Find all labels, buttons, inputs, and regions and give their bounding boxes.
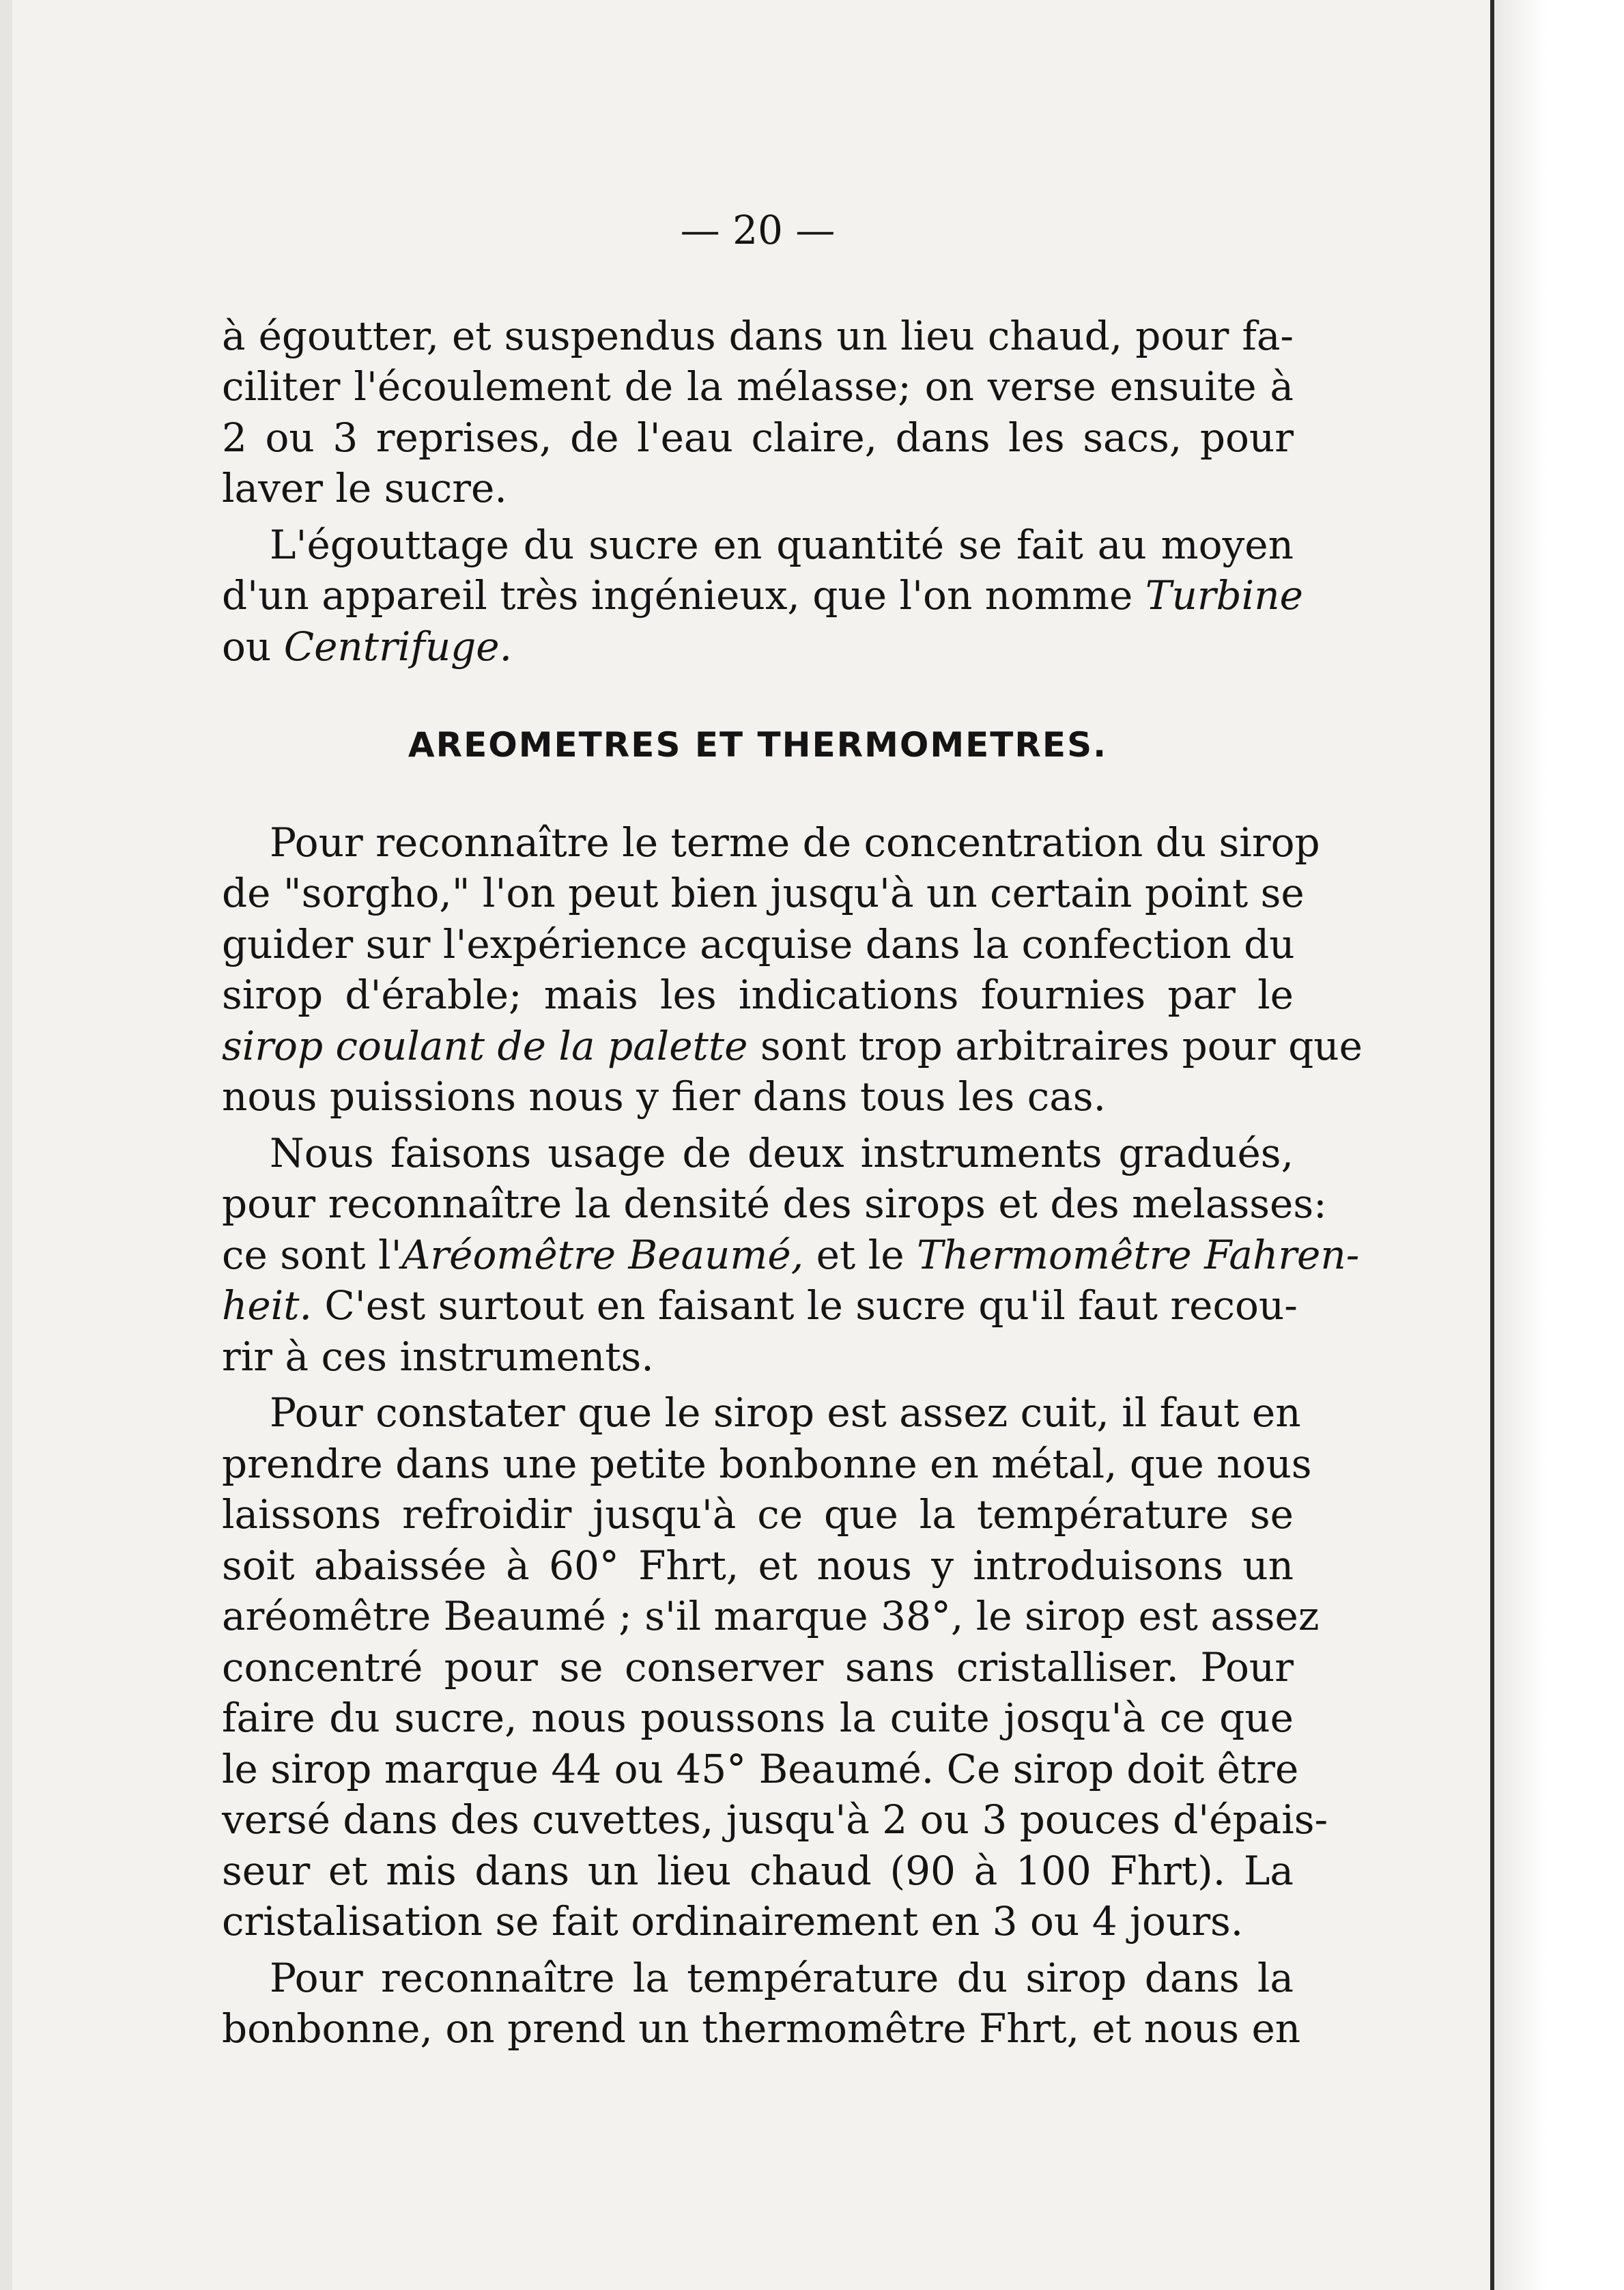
text-line: Pour constater que le sirop est assez cuit, il faut en: [270, 1389, 1301, 1436]
text-line: concentré pour se conserver sans cristalliser. Pour: [222, 1643, 1294, 1691]
text-line: laissons refroidir jusqu'à ce que la température se: [222, 1491, 1294, 1538]
text-line: aréomêtre Beaumé ; s'il marque 38°, le sirop est assez: [222, 1593, 1320, 1639]
text-segment: sont trop arbitraires pour que: [747, 1022, 1363, 1069]
text-line: nous puissions nous y fier dans tous les cas.: [222, 1073, 1107, 1120]
paragraph-4: [222, 1128, 1360, 1383]
text-line: [222, 1021, 1363, 1072]
text-line: bonbonne, on prend un thermomêtre Fhrt, et nous en: [222, 2005, 1301, 2052]
paragraph-2: [222, 520, 1303, 673]
text-line: [222, 621, 1294, 673]
page-text-block: [222, 205, 1363, 2060]
text-line: Pour reconnaître la température du sirop dans la: [270, 1954, 1294, 2001]
text-line: rir à ces instruments.: [222, 1333, 654, 1380]
italic-term-areometre: Aréomêtre Beaumé,: [401, 1231, 804, 1278]
text-segment: ou: [222, 623, 284, 670]
text-line: [222, 570, 1303, 621]
section-heading: AREOMETRES ET THERMOMETRES.: [408, 725, 1108, 765]
text-line: L'égouttage du sucre en quantité se fait au moyen: [270, 521, 1294, 568]
text-line: Pour reconnaître le terme de concentration du sirop: [270, 819, 1320, 866]
page-number: — 20 —: [680, 207, 836, 253]
text-line: prendre dans une petite bonbonne en métal, que nous: [222, 1440, 1312, 1487]
text-line: soit abaissée à 60° Fhrt, et nous y introduisons un: [222, 1542, 1294, 1589]
text-line: le sirop marque 44 ou 45° Beaumé. Ce sirop doit être: [222, 1745, 1299, 1792]
text-line: [222, 1230, 1360, 1281]
text-line: de "sorgho," l'on peut bien jusqu'à un certain point se: [222, 870, 1305, 916]
italic-term-thermometre: Thermomêtre Fahren-: [916, 1231, 1360, 1278]
page-binding-edge: [1490, 0, 1624, 2290]
text-line: faire du sucre, nous poussons la cuite josqu'à ce que: [222, 1695, 1294, 1741]
text-line: seur et mis dans un lieu chaud (90 à 100 Fhrt). La: [222, 1847, 1294, 1894]
italic-phrase: sirop coulant de la palette: [222, 1022, 748, 1069]
text-segment: et le: [803, 1231, 917, 1278]
paragraph-3: [222, 817, 1363, 1122]
text-line: guider sur l'expérience acquise dans la confection du: [222, 920, 1295, 967]
text-line: versé dans des cuvettes, jusqu'à 2 ou 3 pouces d'épais-: [222, 1796, 1328, 1843]
text-segment: d'un appareil très ingénieux, que l'on nomme: [222, 572, 1145, 619]
text-segment: C'est surtout en faisant le sucre qu'il faut recou-: [311, 1282, 1298, 1329]
page-left-margin: [0, 0, 12, 2290]
text-line: à égoutter, et suspendus dans un lieu chaud, pour fa-: [222, 312, 1294, 359]
text-line: [222, 1280, 1298, 1331]
italic-term-heit: heit.: [222, 1282, 312, 1329]
text-line: cristalisation se fait ordinairement en 3 ou 4 jours.: [222, 1898, 1244, 1945]
italic-term-turbine: Turbine: [1145, 572, 1303, 619]
text-line: 2 ou 3 reprises, de l'eau claire, dans les sacs, pour: [222, 414, 1294, 461]
text-line: pour reconnaître la densité des sirops et des melasses:: [222, 1181, 1327, 1227]
text-segment: ce sont l': [222, 1231, 402, 1278]
italic-term-centrifuge: Centrifuge.: [283, 623, 513, 670]
text-line: Nous faisons usage de deux instruments gradués,: [270, 1129, 1294, 1176]
text-line: sirop d'érable; mais les indications fournies par le: [222, 972, 1294, 1018]
paragraph-6: [222, 1953, 1301, 2054]
text-line: laver le sucre.: [222, 465, 507, 511]
paragraph-5: [222, 1387, 1328, 1947]
text-line: ciliter l'écoulement de la mélasse; on verse ensuite à: [222, 363, 1294, 410]
paragraph-1: [222, 311, 1294, 514]
